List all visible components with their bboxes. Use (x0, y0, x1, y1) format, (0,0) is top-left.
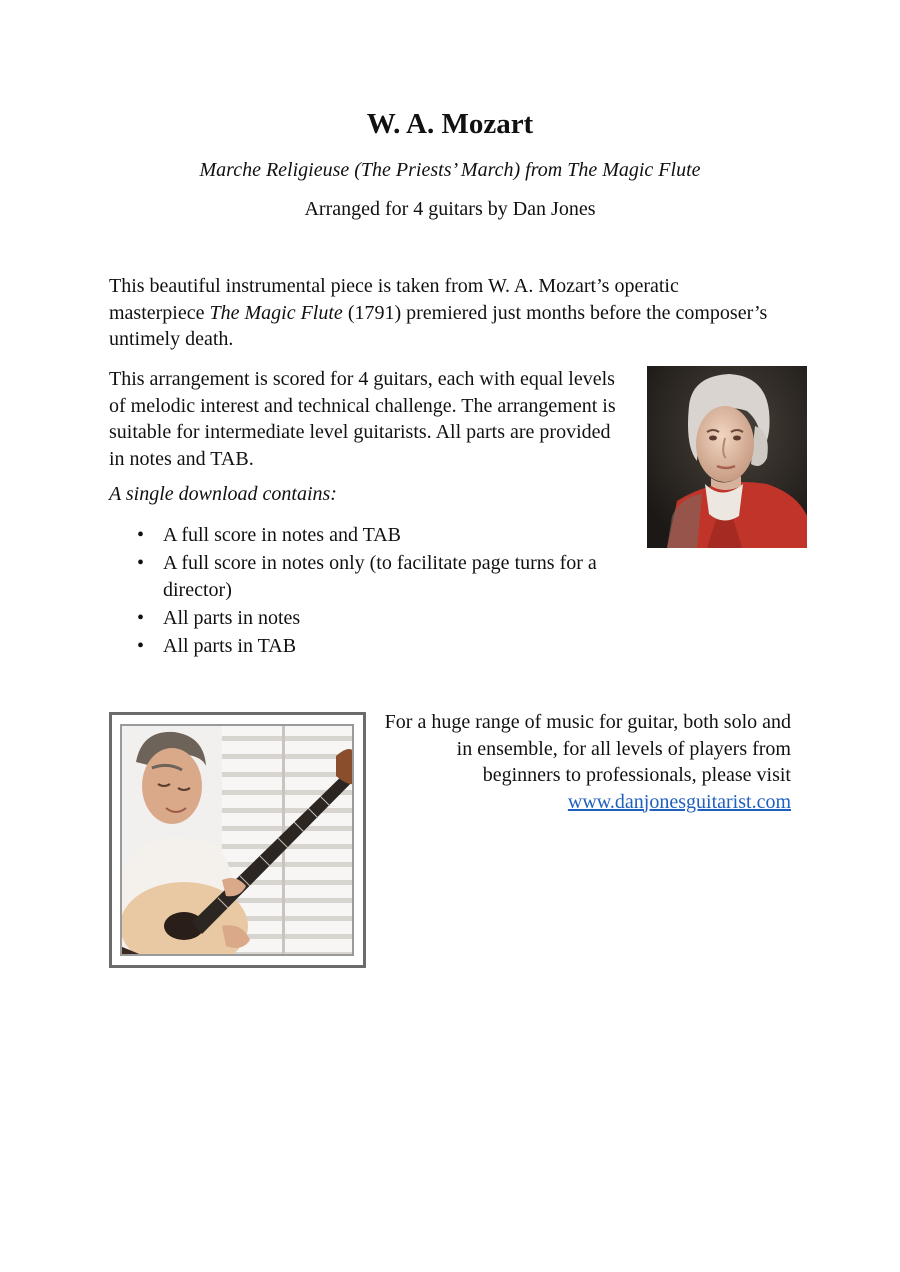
list-item-text: All parts in notes (163, 606, 301, 629)
download-contents-list (109, 522, 639, 661)
guitarist-illustration (122, 726, 354, 956)
intro-text-before: This beautiful instrumental piece is taken from W. A. Mozart’s operatic masterpiece (109, 275, 679, 324)
list-item-text: A full score in notes and TAB (163, 524, 401, 546)
opera-title: The Magic Flute (209, 301, 343, 324)
promo-text: For a huge range of music for guitar, both solo and in ensemble, for all levels of players from beginners to professionals, please visit (384, 711, 791, 786)
bullet-icon: • (137, 634, 145, 657)
guitarist-photo-frame (109, 712, 366, 968)
list-item (109, 633, 639, 660)
intro-text-after: (1791) premiered just months before the composer’s untimely death. (109, 301, 768, 350)
bullet-icon: • (137, 524, 145, 546)
composer-title: W. A. Mozart (366, 108, 534, 140)
bullet-icon: • (137, 552, 145, 574)
bullet-icon: • (137, 606, 145, 629)
website-link[interactable]: www.danjonesguitarist.com (567, 790, 791, 813)
list-item-text: All parts in TAB (163, 634, 297, 657)
guitarist-photo (120, 724, 354, 956)
list-item-text: A full score in notes only (to facilitate page turns for a director) (163, 552, 597, 601)
arranger-line: Arranged for 4 guitars by Dan Jones (304, 198, 596, 220)
promo-paragraph (380, 709, 791, 815)
download-heading: A single download contains: (109, 483, 337, 505)
mozart-portrait (647, 366, 807, 548)
list-item (109, 522, 639, 549)
list-item (109, 550, 639, 603)
arrangement-paragraph: This arrangement is scored for 4 guitars, each with equal levels of melodic interest and technical challenge. The arrangement is suitable for intermediate level guitarists. All parts are provided in notes and TAB. (109, 368, 616, 470)
portrait-illustration (647, 366, 807, 548)
list-item (109, 605, 639, 632)
intro-paragraph (109, 273, 769, 353)
piece-subtitle: Marche Religieuse (The Priests’ March) from The Magic Flute (199, 159, 701, 181)
